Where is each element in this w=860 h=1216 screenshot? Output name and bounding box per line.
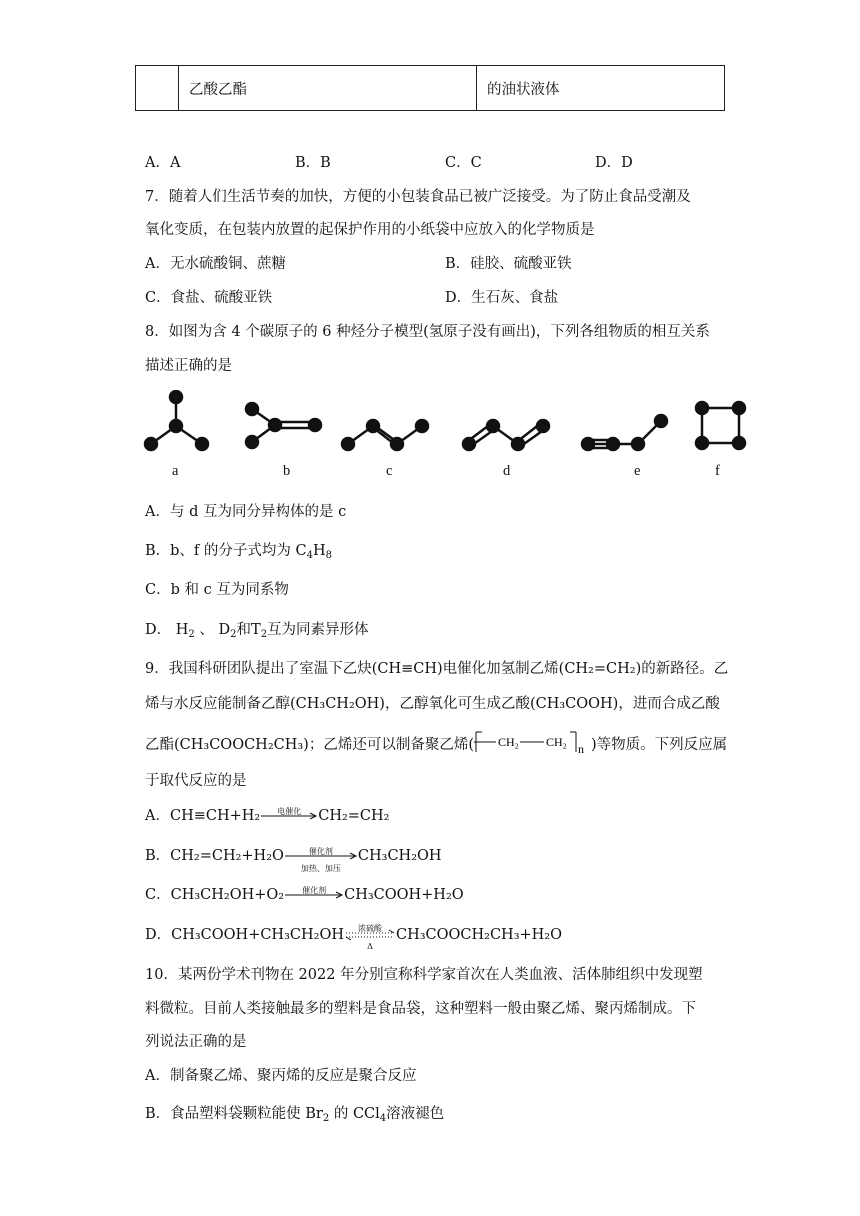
reversible-arrow: 浓硫酸 Δ: [344, 925, 396, 945]
table-row: [136, 66, 725, 111]
formula-c4h8: $C_4H_8$: [295, 543, 333, 561]
q6-options: [145, 153, 745, 173]
q8-stem-line2: 描述正确的是: [145, 358, 232, 374]
q10-stem-line2: 料微粒。目前人类接触最多的塑料是食品袋，这种塑料一般由聚乙烯、聚丙烯制成。下: [145, 1001, 696, 1017]
option-b[interactable]: B．硅胶、硫酸亚铁: [445, 256, 572, 272]
option-a[interactable]: A．A: [145, 155, 181, 171]
answer-table: [135, 65, 725, 111]
option-c[interactable]: C．食盐、硫酸亚铁: [145, 290, 273, 306]
q7-stem-line1: 7．随着人们生活节奏的加快，方便的小包装食品已被广泛接受。为了防止食品受潮及: [145, 189, 691, 205]
reaction-arrow: 催化剂: [284, 885, 344, 905]
q7-stem-line2: 氧化变质，在包装内放置的起保护作用的小纸袋中应放入的化学物质是: [145, 222, 595, 238]
q10-stem-line3: 列说法正确的是: [145, 1034, 247, 1050]
q8-option-a[interactable]: A．与 d 互为同分异构体的是 c: [145, 504, 347, 520]
molecule-a: [145, 391, 208, 450]
label-e: e: [634, 463, 641, 479]
svg-text:n: n: [578, 742, 584, 755]
molecule-c: [342, 420, 428, 450]
q10-stem-line1: 10．某两份学术刊物在 2022 年分别宣称科学家首次在人类血液、活体肺组织中发现塑: [145, 967, 703, 983]
q9-option-b[interactable]: B．CH₂=CH₂+H₂O 催化剂 加热、加压 CH₃CH₂OH: [145, 847, 442, 873]
q7-options-row2: [145, 288, 745, 308]
q9-stem-line2: 烯与水反应能制备乙醇(CH₃CH₂OH)，乙醇氧化可生成乙酸(CH₃COOH)，进而合成乙酸: [145, 696, 720, 712]
table-cell: 乙酸乙酯: [179, 66, 477, 111]
label-d: d: [503, 463, 511, 479]
q8-stem-line1: 8．如图为含 4 个碳原子的 6 种烃分子模型(氢原子没有画出)，下列各组物质的相互关系: [145, 324, 710, 340]
svg-text:CH₂: CH₂: [546, 735, 567, 749]
option-b[interactable]: B．B: [295, 155, 331, 171]
q9-stem-line3: 乙酯(CH₃COOCH₂CH₃)；乙烯还可以制备聚乙烯( CH₂ CH₂ n )等物质。下列反应属: [145, 729, 727, 761]
option-text: B．b、f 的分子式均为: [145, 543, 291, 559]
q8-option-b[interactable]: [145, 541, 332, 561]
molecule-d: [463, 420, 549, 450]
molecule-e: [582, 415, 667, 450]
q9-option-c[interactable]: C．CH₃CH₂OH+O₂ 催化剂 CH₃COOH+H₂O: [145, 886, 464, 903]
q9-option-d[interactable]: D．CH₃COOH+CH₃CH₂OH 浓硫酸 Δ CH₃COOCH₂CH₃+H₂O: [145, 924, 563, 951]
q10-option-a[interactable]: A．制备聚乙烯、聚丙烯的反应是聚合反应: [145, 1068, 417, 1084]
label-f: f: [715, 463, 720, 479]
label-c: c: [386, 463, 393, 479]
q9-option-a[interactable]: A．CH≡CH+H₂ 电催化 CH₂=CH₂: [145, 807, 390, 824]
q9-stem-line1: 9．我国科研团队提出了室温下乙炔(CH≡CH)电催化加氢制乙烯(CH₂=CH₂)的新路径。乙: [145, 661, 729, 677]
q7-options-row1: [145, 254, 745, 274]
option-c[interactable]: C．C: [445, 155, 482, 171]
q10-option-b[interactable]: B．食品塑料袋颗粒能使 $Br_2$ 的 CCl$_4$溶液褪色: [145, 1106, 445, 1124]
q8-option-d[interactable]: D． $H_2$ 、 $D_2$和$T_2$互为同素异形体: [145, 622, 369, 640]
reaction-arrow: 电催化: [260, 806, 318, 826]
label-a: a: [172, 463, 179, 479]
molecule-b: [246, 403, 321, 448]
option-a[interactable]: A．无水硫酸铜、蔗糖: [145, 256, 286, 272]
option-d[interactable]: D．D: [595, 155, 633, 171]
table-cell: 的油状液体: [477, 66, 725, 111]
table-cell: [136, 66, 179, 111]
polyethylene-formula: [474, 729, 591, 761]
q9-stem-line4: 于取代反应的是: [145, 773, 247, 789]
label-b: b: [283, 463, 291, 479]
molecule-models-figure: [135, 390, 755, 460]
molecule-f: [696, 402, 745, 449]
reaction-arrow: 催化剂 加热、加压: [284, 846, 358, 866]
svg-text:CH₂: CH₂: [498, 735, 519, 749]
option-d[interactable]: D．生石灰、食盐: [445, 290, 559, 306]
q8-option-c[interactable]: C．b 和 c 互为同系物: [145, 582, 289, 598]
